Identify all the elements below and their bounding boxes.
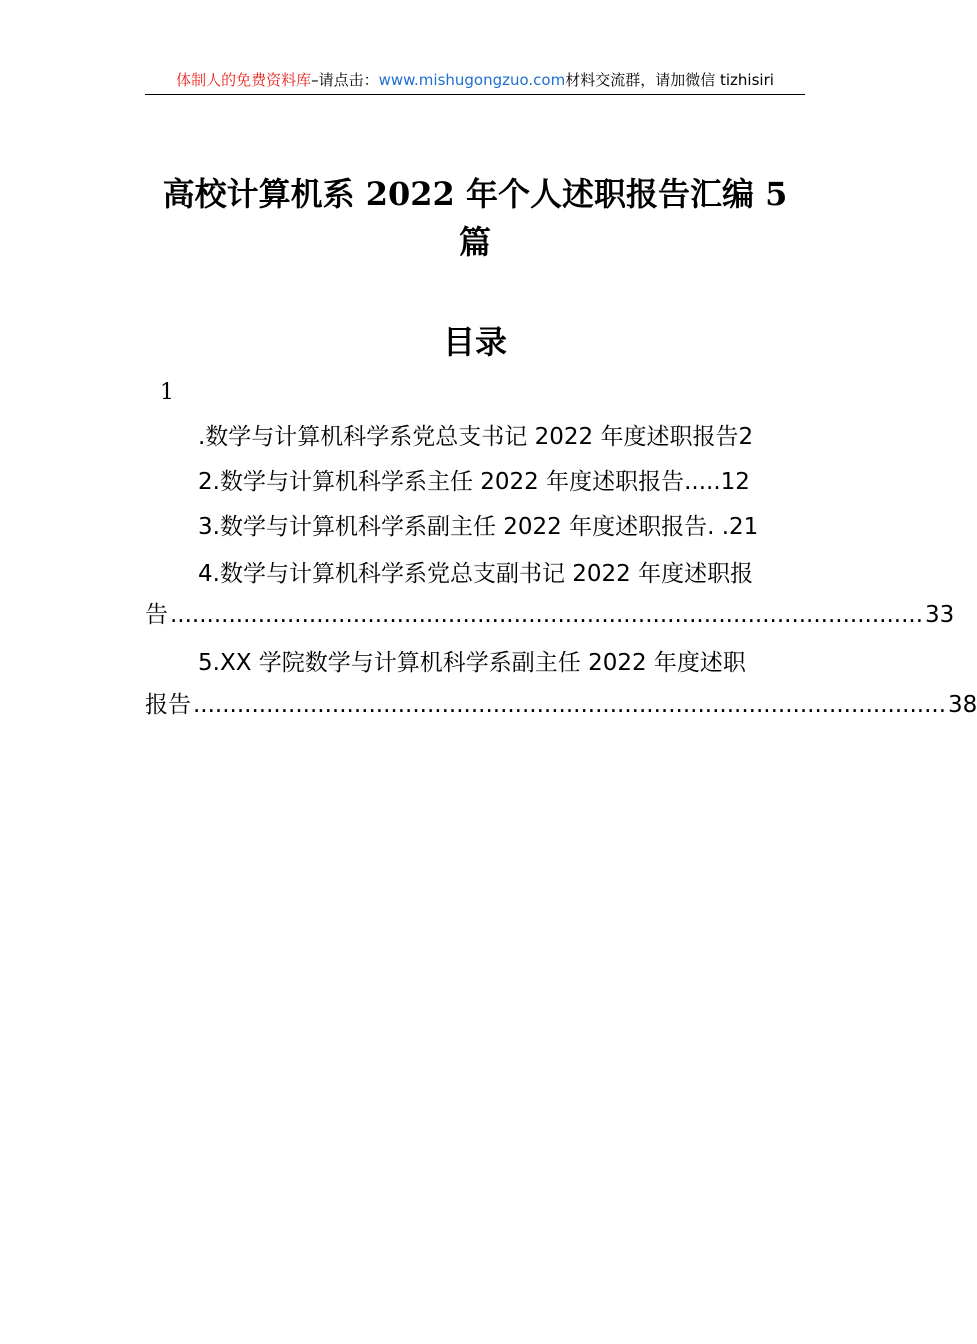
document-title-line2: 篇 [458,223,491,261]
header-prompt: –请点击： [311,71,379,89]
toc-item1-number[interactable]: 1 [160,380,174,405]
toc-item-3[interactable]: 3.数学与计算机科学系副主任 2022 年度述职报告. .21 [198,514,759,540]
toc-item-4-continuation[interactable] [145,600,955,630]
toc-item5-cont-text: 报告 [145,692,191,718]
header-note: 材料交流群，请加微信 tizhisiri [565,71,774,89]
document-title-line1: 高校计算机系 2022 年个人述职报告汇编 5 [162,175,788,213]
toc-item-1[interactable]: .数学与计算机科学系党总支书记 2022 年度述职报告2 [198,424,754,450]
toc-item-2[interactable]: 2.数学与计算机科学系主任 2022 年度述职报告.....12 [198,469,750,495]
toc-leader-dots: ....................................................................................................... [193,692,947,718]
toc-item4-cont-text: 告 [145,602,168,628]
toc-leader-dots: ....................................................................................................... [170,602,924,628]
header-brand: 体制人的免费资料库 [176,71,312,89]
header-url-link[interactable]: www.mishugongzuo.com [378,71,566,89]
toc-item5-page: 38 [948,692,977,718]
toc-item-5[interactable]: 5.XX 学院数学与计算机科学系副主任 2022 年度述职 [198,650,746,676]
toc-item-4[interactable]: 4.数学与计算机科学系党总支副书记 2022 年度述职报 [198,561,754,587]
page-header [145,68,805,95]
toc-item-5-continuation[interactable] [145,690,977,720]
toc-item4-page: 33 [925,602,955,628]
toc-heading: 目录 [442,323,507,361]
